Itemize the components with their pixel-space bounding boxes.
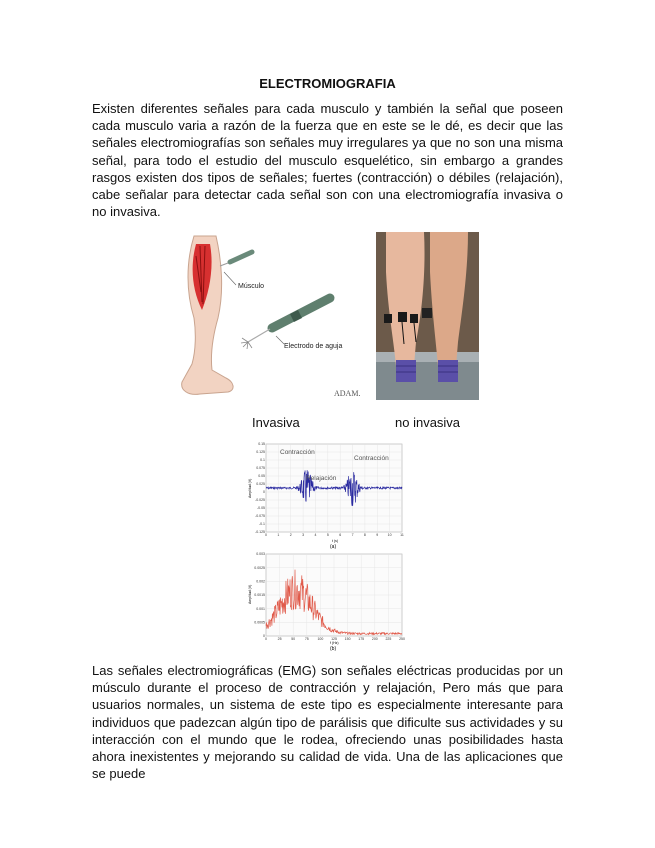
top-y-tick-label: 0.025 bbox=[256, 482, 265, 487]
bot-x-tick-label: 75 bbox=[304, 637, 309, 641]
caption-invasive: Invasiva bbox=[252, 415, 300, 430]
adam-logo: ADAM. bbox=[334, 389, 361, 398]
top-x-tick-label: 1 bbox=[277, 533, 280, 537]
bot-y-tick-label: 0.0025 bbox=[254, 565, 265, 570]
noninvasive-emg-photo bbox=[376, 232, 479, 400]
top-y-tick-label: 0.125 bbox=[256, 450, 265, 455]
bot-y-tick-label: 0.0015 bbox=[254, 593, 265, 598]
invasive-emg-illustration bbox=[172, 232, 372, 400]
top-x-tick-label: 5 bbox=[326, 533, 329, 537]
top-y-tick-label: 0.05 bbox=[258, 474, 265, 479]
top-ylabel: Amplitud (V) bbox=[248, 478, 252, 498]
top-x-tick-label: 4 bbox=[314, 533, 317, 537]
top-y-tick-label: -0.05 bbox=[257, 506, 265, 511]
bot-y-tick-label: 0.001 bbox=[256, 606, 265, 611]
bot-x-tick-label: 50 bbox=[291, 637, 296, 641]
bot-x-tick-label: 200 bbox=[371, 637, 378, 641]
top-y-tick-label: -0.075 bbox=[255, 514, 265, 519]
bot-x-tick-label: 175 bbox=[358, 637, 365, 641]
label-contraccion-1: Contracción bbox=[280, 449, 315, 456]
bot-x-tick-label: 150 bbox=[344, 637, 351, 641]
top-y-tick-label: 0.15 bbox=[258, 442, 265, 447]
bottom-xlabel: f (Hz) bbox=[330, 641, 339, 645]
bot-x-tick-label: 0 bbox=[265, 637, 267, 641]
electrode-3 bbox=[410, 314, 418, 323]
top-y-tick-label: 0 bbox=[263, 490, 265, 495]
bot-y-tick-label: 0.003 bbox=[256, 552, 265, 557]
electrode-2 bbox=[398, 312, 407, 322]
top-x-tick-label: 2 bbox=[289, 533, 292, 537]
top-x-tick-label: 0 bbox=[265, 533, 267, 537]
electrode-1 bbox=[384, 314, 392, 323]
top-y-tick-label: 0.1 bbox=[260, 458, 265, 463]
bot-x-tick-label: 100 bbox=[317, 637, 324, 641]
top-x-tick-label: 7 bbox=[351, 533, 354, 537]
bot-x-tick-label: 250 bbox=[399, 637, 405, 641]
panel-a-label: (a) bbox=[330, 544, 337, 550]
label-contraccion-2: Contracción bbox=[354, 455, 389, 462]
label-electrodo: Electrodo de aguja bbox=[284, 343, 343, 350]
bot-y-tick-label: 0 bbox=[263, 634, 265, 639]
emg-signal-figure bbox=[246, 438, 408, 652]
top-x-tick-label: 6 bbox=[339, 533, 342, 537]
top-x-tick-label: 9 bbox=[376, 533, 379, 537]
bot-y-tick-label: 0.002 bbox=[256, 579, 265, 584]
top-y-tick-label: -0.025 bbox=[255, 498, 265, 503]
top-x-tick-label: 11 bbox=[400, 533, 404, 537]
top-xlabel: t (s) bbox=[332, 539, 339, 543]
top-y-tick-label: -0.125 bbox=[255, 530, 265, 535]
panel-b-label: (b) bbox=[330, 646, 337, 652]
top-y-tick-label: 0.075 bbox=[256, 466, 265, 471]
paragraph-emg-description: Las señales electromiográficas (EMG) son señales eléctricas producidas por un músculo durante el proceso de contracción y relajación, Pero más que para usuarios normales, un sistema de este tipo es especialmente interesante para individuos que padezcan algún tipo de parálisis que dificulte sus actividades y su interacción con el mundo que le rodea, ofreciendo unas posibilidades hasta ahora inexistentes y mejorando su calidad de vida. Una de las aplicaciones que se puede bbox=[92, 663, 563, 782]
caption-noninvasive: no invasiva bbox=[395, 415, 461, 430]
top-y-tick-label: -0.1 bbox=[258, 522, 265, 527]
bot-x-tick-label: 25 bbox=[277, 637, 282, 641]
label-relajacion: Relajación bbox=[306, 475, 337, 482]
top-x-tick-label: 8 bbox=[363, 533, 366, 537]
label-musculo: Músculo bbox=[238, 283, 265, 290]
top-x-tick-label: 10 bbox=[387, 533, 392, 537]
bottom-ylabel: Amplitud (V) bbox=[248, 584, 252, 604]
electrode-4 bbox=[422, 308, 432, 318]
paragraph-intro: Existen diferentes señales para cada musculo y también la señal que poseen cada musculo varia a razón de la fuerza que en este se le dé, es decir que las señales electromiografías son señales muy irregulares ya que no son una misma señal, para todo el estudio del musculo esquelético, sin embargo a grandes rasgos existen dos tipos de señales; fuertes (contracción) o débiles (relajación), cabe señalar para detectar cada señal son con una electromiografía invasiva o no invasiva. bbox=[92, 101, 563, 220]
bot-y-tick-label: 0.0005 bbox=[254, 620, 265, 625]
bot-x-tick-label: 225 bbox=[385, 637, 392, 641]
page-title: ELECTROMIOGRAFIA bbox=[259, 76, 396, 91]
top-x-tick-label: 3 bbox=[302, 533, 305, 537]
bot-x-tick-label: 125 bbox=[331, 637, 337, 641]
